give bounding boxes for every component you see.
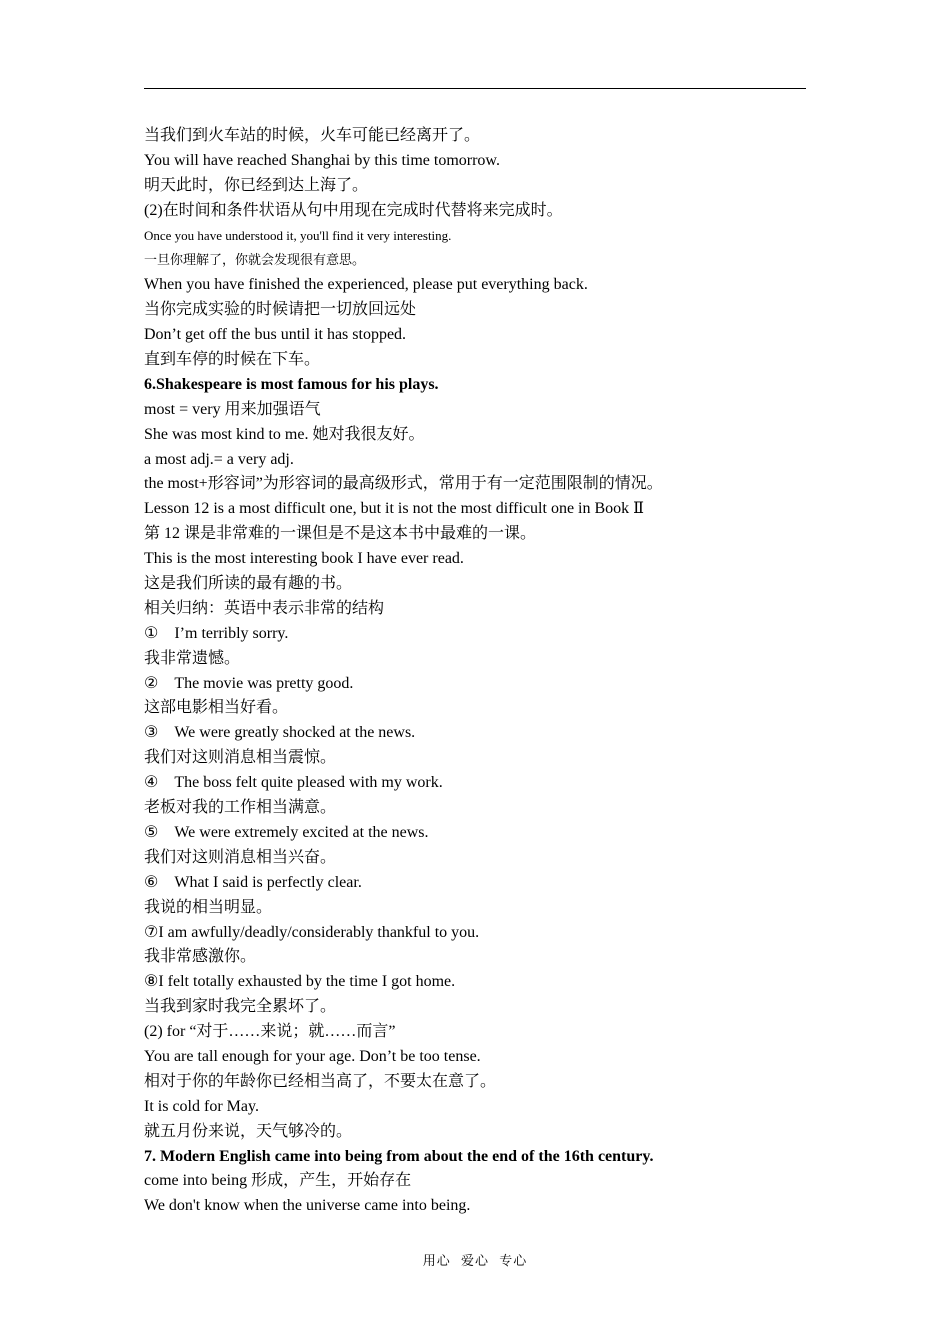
text-line: 第 12 课是非常难的一课但是不是这本书中最难的一课。	[144, 525, 537, 543]
document-body	[144, 124, 806, 1219]
text-line: 我们对这则消息相当兴奋。	[144, 848, 337, 866]
text-line: She was most kind to me. 她对我很友好。	[144, 425, 425, 443]
text-line: It is cold for May.	[144, 1097, 259, 1115]
text-line: 我非常感激你。	[144, 948, 257, 966]
text-line: ② The movie was pretty good.	[144, 674, 354, 692]
text-line: 老板对我的工作相当满意。	[144, 799, 337, 817]
text-line: 这部电影相当好看。	[144, 699, 289, 717]
text-line: the most+形容词”为形容词的最高级形式，常用于有一定范围限制的情况。	[144, 475, 663, 493]
text-line: 相关归纳：英语中表示非常的结构	[144, 599, 385, 617]
text-line: come into being 形成，产生，开始存在	[144, 1172, 412, 1190]
text-line: ⑥ What I said is perfectly clear.	[144, 873, 362, 891]
text-line: 直到车停的时候在下车。	[144, 351, 321, 369]
text-line: 当我到家时我完全累坏了。	[144, 998, 337, 1016]
text-line: 当你完成实验的时候请把一切放回远处	[144, 301, 417, 319]
text-line: 这是我们所读的最有趣的书。	[144, 575, 353, 593]
text-line: When you have finished the experienced, please put everything back.	[144, 276, 588, 294]
text-line: You will have reached Shanghai by this time tomorrow.	[144, 151, 500, 169]
text-line: (2)在时间和条件状语从句中用现在完成时代替将来完成时。	[144, 201, 563, 219]
text-line: ⑧I felt totally exhausted by the time I got home.	[144, 973, 456, 991]
section-heading: 7. Modern English came into being from about the end of the 16th century.	[144, 1147, 654, 1165]
text-line: Lesson 12 is a most difficult one, but it is not the most difficult one in Book Ⅱ	[144, 500, 645, 518]
text-line: ① I’m terribly sorry.	[144, 624, 289, 642]
header-rule	[144, 88, 806, 89]
text-line: ④ The boss felt quite pleased with my work.	[144, 774, 443, 792]
text-line: We don't know when the universe came into being.	[144, 1197, 471, 1215]
text-line: ⑦I am awfully/deadly/considerably thankful to you.	[144, 923, 480, 941]
text-line: (2) for “对于……来说；就……而言”	[144, 1023, 396, 1041]
text-line: 就五月份来说，天气够冷的。	[144, 1122, 353, 1140]
page-footer: 用心 爱心 专心	[422, 1253, 528, 1268]
text-line: You are tall enough for your age. Don’t be too tense.	[144, 1047, 481, 1065]
text-line: 我们对这则消息相当震惊。	[144, 749, 337, 767]
text-line: ⑤ We were extremely excited at the news.	[144, 823, 429, 841]
text-line: 一旦你理解了，你就会发现很有意思。	[144, 252, 366, 268]
text-line: ③ We were greatly shocked at the news.	[144, 724, 416, 742]
text-line: 相对于你的年龄你已经相当高了，不要太在意了。	[144, 1072, 497, 1090]
text-line: 我非常遗憾。	[144, 649, 241, 667]
text-line: 我说的相当明显。	[144, 898, 273, 916]
text-line: 明天此时，你已经到达上海了。	[144, 176, 369, 194]
text-line: a most adj.= a very adj.	[144, 450, 294, 468]
text-line: most = very 用来加强语气	[144, 400, 321, 418]
text-line: This is the most interesting book I have ever read.	[144, 550, 464, 568]
text-line: 当我们到火车站的时候，火车可能已经离开了。	[144, 127, 481, 144]
text-line: Once you have understood it, you'll find it very interesting.	[144, 227, 452, 243]
text-line: Don’t get off the bus until it has stopped.	[144, 326, 407, 344]
section-heading: 6.Shakespeare is most famous for his plays.	[144, 375, 439, 393]
